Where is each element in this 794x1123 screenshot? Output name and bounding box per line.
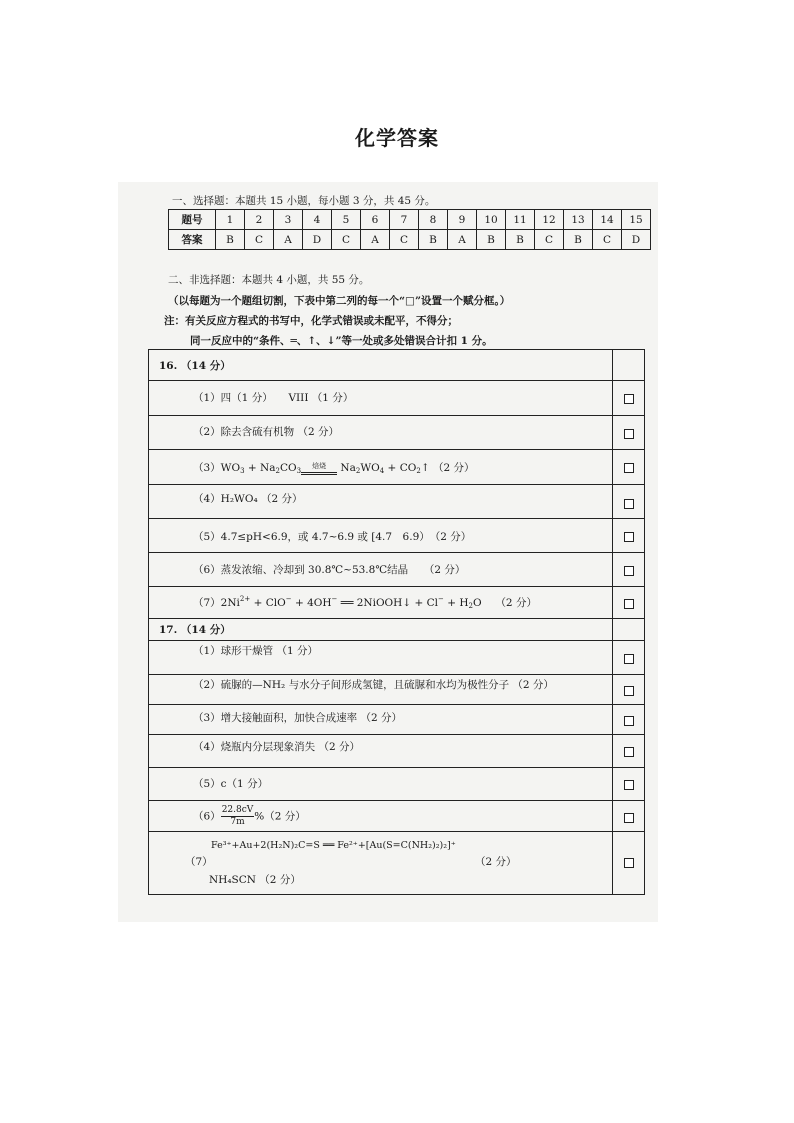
question-number: 12 — [535, 210, 564, 230]
answer-text: （1）球形干燥管 （1 分） — [193, 645, 319, 657]
score-checkbox[interactable] — [624, 532, 634, 542]
question-number: 1 — [216, 210, 245, 230]
q16-answer-5 — [149, 519, 644, 553]
table-row-numbers — [169, 210, 651, 230]
answer-cell: C — [390, 230, 419, 250]
score-checkbox[interactable] — [624, 686, 634, 696]
score-checkbox[interactable] — [624, 499, 634, 509]
answer-text: （6）蒸发浓缩、冷却到 30.8℃~53.8℃结晶 （2 分） — [193, 564, 466, 576]
row-label-num: 题号 — [169, 210, 216, 230]
answer-fraction — [193, 805, 306, 828]
score-checkbox[interactable] — [624, 654, 634, 664]
answer-text: （2）除去含硫有机物 （2 分） — [193, 426, 340, 438]
table-row-answers — [169, 230, 651, 250]
score-checkbox[interactable] — [624, 463, 634, 473]
question-number: 2 — [245, 210, 274, 230]
q16-answer-4 — [149, 485, 644, 519]
question-number: 9 — [448, 210, 477, 230]
eq-prefix: （3）WO — [193, 462, 241, 474]
score-checkbox[interactable] — [624, 716, 634, 726]
question-number: 3 — [274, 210, 303, 230]
answer-text: （4）H₂WO₄ （2 分） — [193, 493, 303, 505]
fraction — [221, 805, 255, 828]
q17-answer-1 — [149, 641, 644, 675]
answer-label: （7） — [185, 856, 213, 868]
question-number: 11 — [506, 210, 535, 230]
answer-cell: A — [361, 230, 390, 250]
answer-cell: D — [622, 230, 651, 250]
answer-cell: B — [564, 230, 593, 250]
score-checkbox[interactable] — [624, 429, 634, 439]
page-title: 化学答案 — [355, 126, 439, 150]
q16-answer-1 — [149, 381, 644, 416]
question-number: 5 — [332, 210, 361, 230]
answer-cell: A — [448, 230, 477, 250]
multiple-choice-table — [168, 209, 651, 250]
fraction-numerator: 22.8cV — [221, 805, 254, 815]
answer-cell: C — [332, 230, 361, 250]
section2-note1: （以每题为一个题组切割，下表中第二列的每一个“□”设置一个赋分框。） — [168, 295, 511, 307]
answer-cell: C — [593, 230, 622, 250]
q16-header: 16. （14 分） — [159, 360, 231, 372]
question-number: 8 — [419, 210, 448, 230]
answer-equation: $(3)WO_3 + Na_2CO_3$焙烧 $Na_2WO_4$ + $CO_2↑$ （2 分） — [193, 462, 475, 475]
q16-answer-6 — [149, 553, 644, 587]
answer-cell: C — [535, 230, 564, 250]
q16-answer-2 — [149, 416, 644, 450]
section2-note2: 注：有关反应方程式的书写中，化学式错误或未配平，不得分； — [164, 315, 458, 327]
answer-text: （4）烧瓶内分层现象消失 （2 分） — [193, 741, 361, 753]
question-number: 4 — [303, 210, 332, 230]
score-checkbox[interactable] — [624, 780, 634, 790]
answer-text: NH₄SCN （2 分） — [209, 874, 301, 886]
answer-cell: C — [245, 230, 274, 250]
section2-note3: 同一反应中的“条件、═、↑、↓”等一处或多处错误合计扣 1 分。 — [190, 335, 493, 347]
q17-answer-2 — [149, 675, 644, 705]
answer-equation: Fe³⁺+Au+2(H₂N)₂C=S ══ Fe²⁺+[Au(S=C(NH₂)₂)₂]⁺ — [211, 840, 456, 851]
answer-cell: B — [477, 230, 506, 250]
score-text: （2 分） — [432, 462, 475, 474]
answer-cell: A — [274, 230, 303, 250]
q16-answer-3 — [149, 450, 644, 485]
row-label-ans: 答案 — [169, 230, 216, 250]
answer-text: （5）4.7≤pH<6.9，或 4.7~6.9 或 [4.7 6.9） （2 分） — [193, 531, 472, 543]
section2-heading: 二、非选择题：本题共 4 小题，共 55 分。 — [168, 274, 370, 286]
answer-text: （2）硫脲的—NH₂ 与水分子间形成氢键，且硫脲和水均为极性分子 （2 分） — [193, 679, 554, 691]
score-checkbox[interactable] — [624, 566, 634, 576]
score-checkbox[interactable] — [624, 599, 634, 609]
q17-header-row — [149, 619, 644, 641]
q17-answer-5 — [149, 768, 644, 801]
question-number: 10 — [477, 210, 506, 230]
q17-answer-7 — [149, 832, 644, 894]
score-checkbox[interactable] — [624, 747, 634, 757]
answer-cell: B — [419, 230, 448, 250]
question-number: 15 — [622, 210, 651, 230]
q16-header-row — [149, 350, 644, 381]
fraction-denominator: 7m — [230, 817, 245, 827]
score-checkbox[interactable] — [624, 858, 634, 868]
score-checkbox[interactable] — [624, 813, 634, 823]
answer-tail: %（2 分） — [254, 810, 306, 823]
score-text: （2 分） — [475, 856, 517, 868]
answer-text: （3）增大接触面积，加快合成速率 （2 分） — [193, 712, 403, 724]
question-number: 6 — [361, 210, 390, 230]
q17-answer-6 — [149, 801, 644, 832]
q17-header: 17. （14 分） — [159, 624, 231, 636]
answer-cell: D — [303, 230, 332, 250]
score-text: （2 分） — [495, 597, 537, 609]
score-checkbox[interactable] — [624, 394, 634, 404]
answer-text: （5）c（1 分） — [193, 778, 269, 790]
section1-heading: 一、选择题：本题共 15 小题，每小题 3 分，共 45 分。 — [172, 195, 436, 207]
question-number: 14 — [593, 210, 622, 230]
answer-cell: B — [216, 230, 245, 250]
answer-grid — [148, 349, 645, 895]
reaction-condition: 焙烧 — [301, 461, 337, 471]
q17-answer-3 — [149, 705, 644, 735]
q17-answer-4 — [149, 735, 644, 768]
answer-cell: B — [506, 230, 535, 250]
q16-answer-7 — [149, 587, 644, 619]
answer-text: （1）四（1 分） VIII （1 分） — [193, 392, 354, 404]
answer-label: （6） — [193, 810, 221, 823]
question-number: 13 — [564, 210, 593, 230]
answer-equation: $(7)2Ni^{2+} + ClO^- + 4OH^-$ ══ 2NiOOH↓ + $Cl^- + H_2O$ （2 分） — [193, 595, 537, 610]
question-number: 7 — [390, 210, 419, 230]
